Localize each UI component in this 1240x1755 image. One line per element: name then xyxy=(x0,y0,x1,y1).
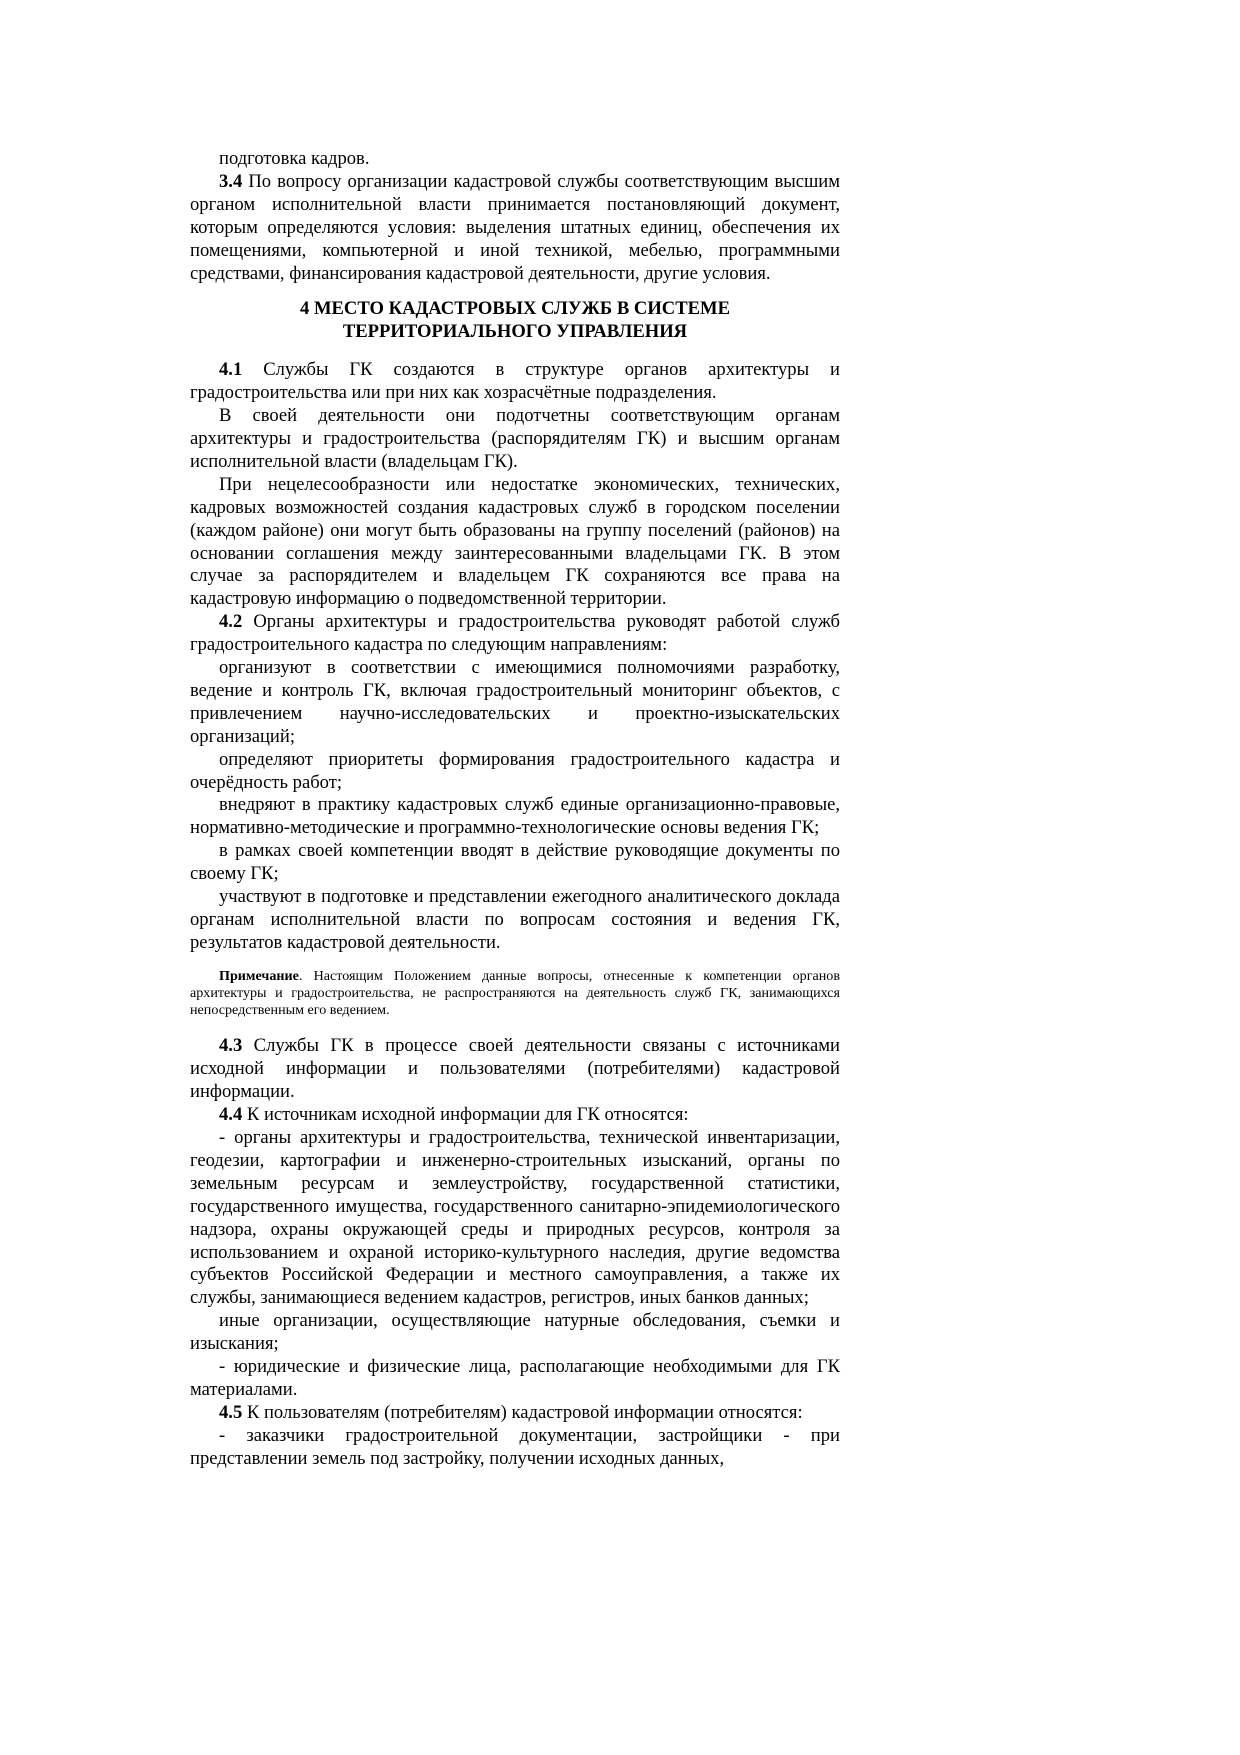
paragraph-4-3 xyxy=(190,1035,840,1104)
paragraph-4-1 xyxy=(190,359,840,405)
paragraph-4-2 xyxy=(190,611,840,657)
paragraph-text: Службы ГК в процессе своей деятельности связаны с источниками исходной информации и пользователями (потребителями) кадастровой информации. xyxy=(190,1035,840,1103)
list-item: в рамках своей компетенции вводят в действие руководящие документы по своему ГК; xyxy=(190,840,840,885)
document-body xyxy=(190,148,840,1471)
clause-number: 4.5 xyxy=(219,1401,243,1423)
clause-number: 4.1 xyxy=(219,359,243,381)
list-item: - органы архитектуры и градостроительства, технической инвентаризации, геодезии, картографии и инженерно-строительных изысканий, органы по земельным ресурсам и землеустройству, государственной статистики, государственного имущества, государственного санитарно-эпидемиологического надзора, охраны окружающей среды и природных ресурсов, контроля за использованием и охраной историко-культурного наследия, другие ведомства субъектов Российской Федерации и местного самоуправления, а также их службы, занимающиеся ведением кадастров, регистров, иных банков данных; xyxy=(190,1127,840,1309)
clause-number: 3.4 xyxy=(219,170,243,192)
paragraph-text: К источникам исходной информации для ГК относятся: xyxy=(242,1104,689,1126)
list-item: - юридические и физические лица, располагающие необходимыми для ГК материалами. xyxy=(190,1356,840,1401)
paragraph-4-5 xyxy=(190,1402,840,1425)
paragraph-top: подготовка кадров. xyxy=(219,148,370,169)
paragraph-4-4 xyxy=(190,1104,840,1127)
paragraph-text: Службы ГК создаются в структуре органов архитектуры и градостроительства или при них как хозрасчётные подразделения. xyxy=(190,359,840,404)
paragraph: В своей деятельности они подотчетны соответствующим органам архитектуры и градостроительства (распорядителям ГК) и высшим органам исполнительной власти (владельцам ГК). xyxy=(190,405,840,472)
note-text: . Настоящим Положением данные вопросы, отнесенные к компетенции органов архитектуры и градостроительства, не распространяются на деятельность служб ГК, занимающихся непосредственным его ведением. xyxy=(190,967,840,1019)
paragraph-3-4 xyxy=(190,171,840,286)
clause-number: 4.4 xyxy=(219,1104,243,1126)
list-item: - заказчики градостроительной документации, застройщики - при представлении земель под застройку, получении исходных данных, xyxy=(190,1424,840,1469)
note-label: Примечание xyxy=(219,967,299,984)
paragraph-text: К пользователям (потребителям) кадастровой информации относятся: xyxy=(242,1401,803,1423)
paragraph-text: Органы архитектуры и градостроительства руководят работой служб градостроительного кадастра по следующим направлениям: xyxy=(190,611,840,656)
paragraph: При нецелесообразности или недостатке экономических, технических, кадровых возможностей создания кадастровых служб в городском поселении (каждом районе) они могут быть образованы на группу поселений (районов) на основании соглашения между заинтересованными владельцами ГК. В этом случае за распорядителем и владельцем ГК сохраняются все права на кадастровую информацию о подведомственной территории. xyxy=(190,473,840,610)
heading-line-1: 4 МЕСТО КАДАСТРОВЫХ СЛУЖБ В СИСТЕМЕ xyxy=(300,298,730,320)
paragraph-text: По вопросу организации кадастровой службы соответствующим высшим органом исполнительной власти принимается постановляющий документ, которым определяются условия: выделения штатных единиц, обеспечения их помещениями, компьютерной и иной техникой, мебелью, программными средствами, финансирования кадастровой деятельности, другие условия. xyxy=(190,170,840,284)
list-item: внедряют в практику кадастровых служб единые организационно-правовые, нормативно-методические и программно-технологические основы ведения ГК; xyxy=(190,794,840,839)
list-item: иные организации, осуществляющие натурные обследования, съемки и изыскания; xyxy=(190,1310,840,1355)
clause-number: 4.3 xyxy=(219,1035,243,1057)
clause-number: 4.2 xyxy=(219,611,243,633)
list-item: участвуют в подготовке и представлении ежегодного аналитического доклада органам исполнительной власти по вопросам состояния и ведения ГК, результатов кадастровой деятельности. xyxy=(190,886,840,953)
note xyxy=(190,968,840,1020)
section-heading xyxy=(190,298,840,344)
heading-line-2: ТЕРРИТОРИАЛЬНОГО УПРАВЛЕНИЯ xyxy=(342,321,688,343)
list-item: определяют приоритеты формирования градостроительного кадастра и очерёдность работ; xyxy=(190,748,840,793)
list-item: организуют в соответствии с имеющимися полномочиями разработку, ведение и контроль ГК, включая градостроительный мониторинг объектов, с привлечением научно-исследовательских и проектно-изыскательских организаций; xyxy=(190,657,840,747)
